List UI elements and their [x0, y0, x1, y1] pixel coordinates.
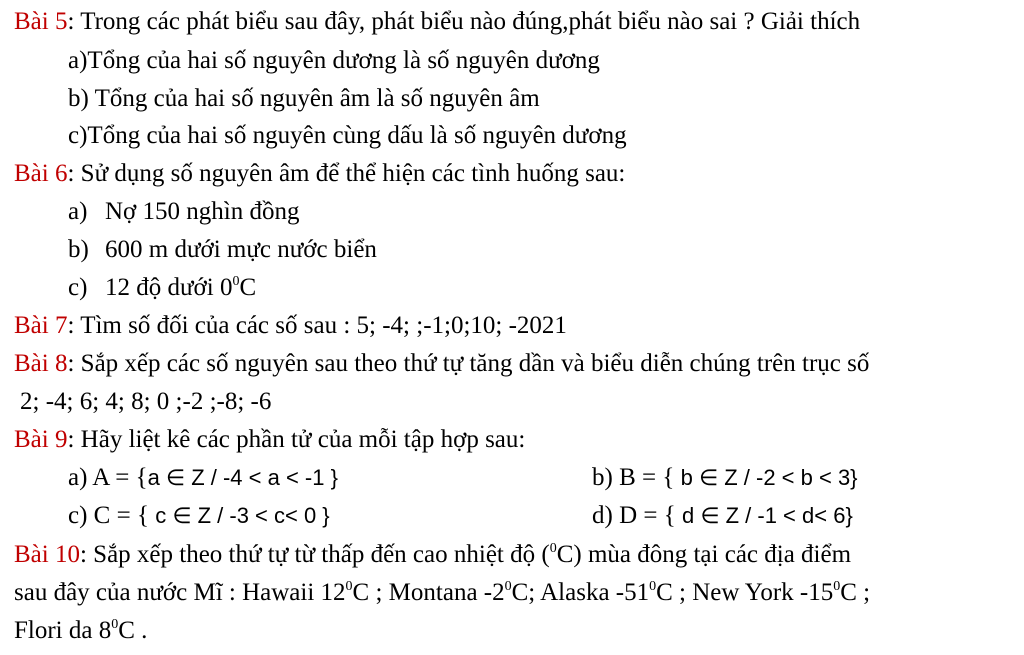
exercise-5-text: : Trong các phát biểu sau đây, phát biểu nào đúng,phát biểu nào sai ? Giải thích: [67, 8, 861, 35]
exercise-9-set-b: [592, 463, 858, 493]
alaska-temp: C; Alaska -51: [511, 579, 650, 606]
exercise-6-text: : Sử dụng số nguyên âm để thể hiện các tình huống sau:: [67, 160, 626, 187]
exercise-6-item-c-text: [105, 273, 256, 303]
exercise-6-item-a-letter: a): [68, 198, 88, 225]
exercise-5-heading: [14, 7, 860, 37]
exercise-10-line-3: [14, 616, 147, 646]
florida-temp: Flori da 8: [14, 617, 112, 644]
degree-superscript: 0: [549, 541, 557, 556]
exercise-6-item-b-letter: b): [68, 236, 89, 263]
exercise-6-item-c-post: C: [239, 274, 257, 301]
exercise-5-item-c: c)Tổng của hai số nguyên cùng dấu là số nguyên dương: [68, 122, 627, 149]
set-d-condition: d ∈ Z / -1 < d< 6}: [681, 503, 853, 528]
line-3-end: C .: [118, 617, 148, 644]
line-2-end: C ;: [840, 579, 871, 606]
hawaii-temp: sau đây của nước Mĩ : Hawaii 12: [14, 579, 346, 606]
exercise-6-label: Bài 6: [14, 160, 68, 187]
set-b-prefix: b) B = {: [592, 464, 675, 491]
set-d-prefix: d) D = {: [592, 502, 676, 529]
exercise-10-text-2: C) mùa đông tại các địa điểm: [556, 541, 852, 568]
exercise-8-text: : Sắp xếp các số nguyên sau theo thứ tự tăng dần và biểu diễn chúng trên trục số: [67, 350, 870, 377]
exercise-10-text-1: : Sắp xếp theo thứ tự từ thấp đến cao nhiệt độ (: [79, 541, 550, 568]
set-a-condition: a ∈ Z / -4 < a < -1 }: [147, 465, 338, 490]
exercise-8-numbers: 2; -4; 6; 4; 8; 0 ;-2 ;-8; -6: [20, 388, 272, 415]
degree-superscript: 0: [111, 617, 119, 632]
new-york-temp: C ; New York -15: [656, 579, 834, 606]
set-a-prefix: a) A = {: [68, 464, 148, 491]
exercise-6-item-c-letter: c): [68, 274, 88, 301]
exercise-10-label: Bài 10: [14, 541, 80, 568]
set-c-condition: c ∈ Z / -3 < c< 0 }: [155, 503, 330, 528]
exercise-7-heading: [14, 311, 567, 341]
exercise-6-item-c-pre: 12 độ dưới 0: [105, 274, 233, 301]
exercise-9-set-d: [592, 501, 853, 531]
degree-superscript: 0: [504, 579, 512, 594]
exercise-6-item-a-text: Nợ 150 nghìn đồng: [105, 198, 300, 225]
exercise-5-item-b: b) Tổng của hai số nguyên âm là số nguyên âm: [68, 85, 540, 112]
exercise-9-text: : Hãy liệt kê các phần tử của mỗi tập hợp sau:: [67, 426, 526, 453]
degree-superscript: 0: [345, 579, 353, 594]
exercise-6-heading: [14, 159, 625, 189]
exercise-6-item-a: [68, 197, 300, 227]
exercise-6-item-b: [68, 235, 377, 265]
exercise-10-line-2: [14, 578, 870, 608]
exercise-6-item-b-text: 600 m dưới mực nước biển: [105, 236, 377, 263]
exercise-8-label: Bài 8: [14, 350, 68, 377]
exercise-8-heading: [14, 349, 869, 379]
exercise-9-set-c: [68, 501, 330, 531]
exercise-10-heading: [14, 540, 851, 570]
exercise-7-label: Bài 7: [14, 312, 68, 339]
degree-superscript: 0: [649, 579, 657, 594]
degree-superscript: 0: [232, 274, 240, 289]
exercise-5-item-a: a)Tổng của hai số nguyên dương là số nguyên dương: [68, 47, 600, 74]
set-b-condition: b ∈ Z / -2 < b < 3}: [680, 465, 858, 490]
exercise-9-set-a: [68, 463, 338, 493]
exercise-5-label: Bài 5: [14, 8, 68, 35]
set-c-prefix: c) C = {: [68, 502, 149, 529]
montana-temp: C ; Montana -2: [352, 579, 505, 606]
degree-superscript: 0: [833, 579, 841, 594]
exercise-7-text: : Tìm số đối của các số sau : 5; -4; ;-1;0;10; -2021: [67, 312, 567, 339]
exercise-9-heading: [14, 425, 525, 455]
exercise-6-item-c: [68, 273, 257, 303]
exercise-9-label: Bài 9: [14, 426, 68, 453]
